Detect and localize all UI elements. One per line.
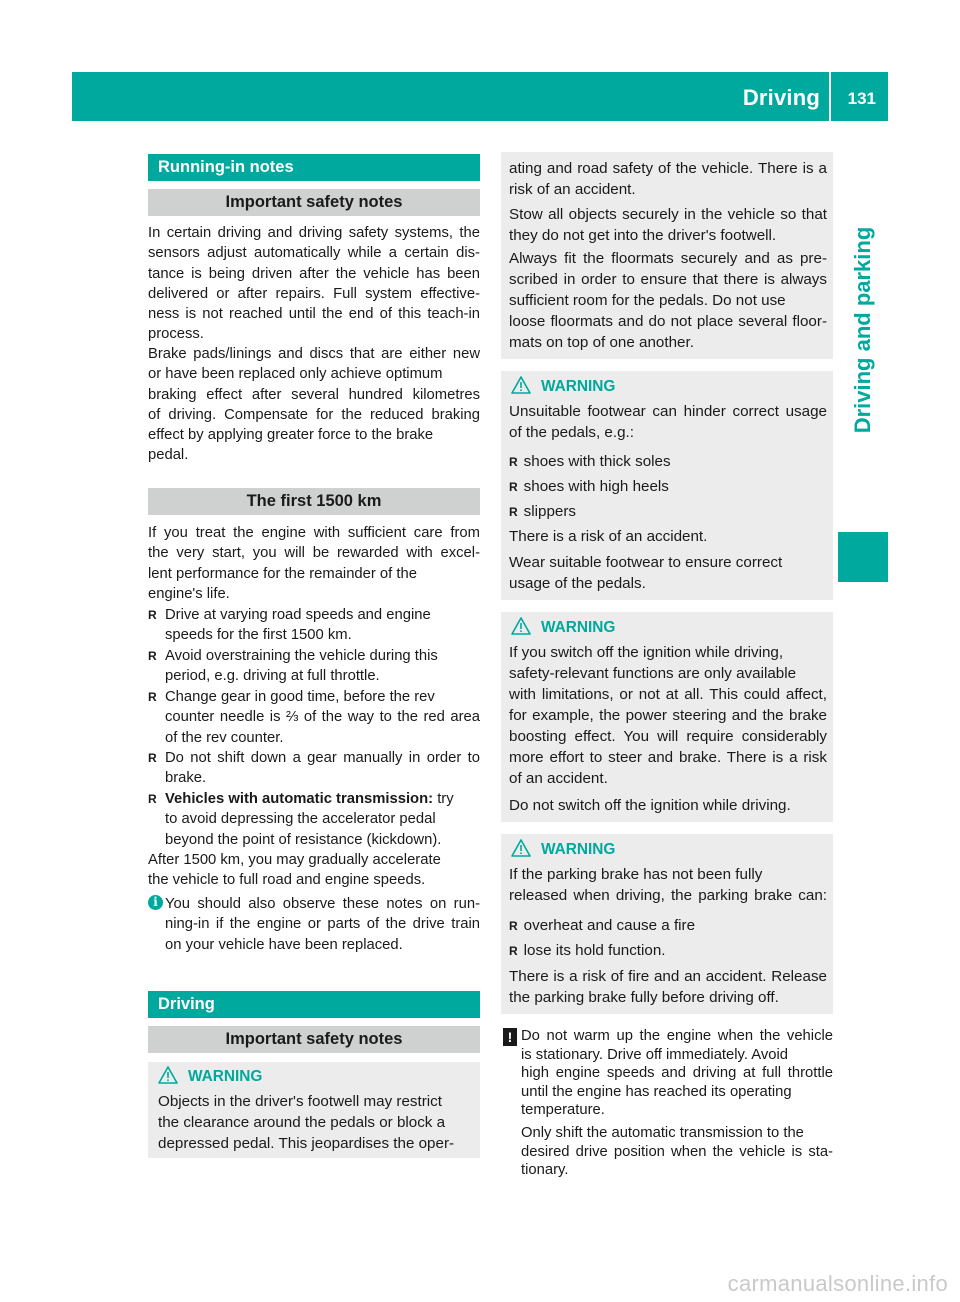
warning-box bbox=[501, 371, 833, 600]
chapter-marker bbox=[838, 532, 888, 582]
warning-box bbox=[501, 612, 833, 822]
warning-text: ating and road safety of the vehicle. There is a risk of an accident. bbox=[509, 160, 827, 198]
warning-text: Wear suitable footwear to ensure correct usage of the pedals. bbox=[509, 554, 783, 592]
warning-box-continued bbox=[501, 152, 833, 359]
warning-header: WARNING bbox=[511, 617, 615, 639]
bullet-icon: R bbox=[509, 944, 518, 958]
brake-paragraph: Brake pads/linings and discs that are either new or have been replaced only achieve optimum braking effect after several hundred kilometres of driving. Compensate for the reduced braking effect by applying greater force to the brake pedal. bbox=[148, 346, 480, 464]
running-in-heading: Running-in notes bbox=[148, 154, 480, 181]
list-item: R Avoid overstraining the vehicle during this period, e.g. driving at full throttle. bbox=[148, 648, 438, 685]
safety-paragraph: In certain driving and driving safety systems, the sensors adjust automatically while a certain dis- tance is being driven after the vehicle has been delivered or after repairs. Full system effective- ness is not reached until the end of this teach-in process. bbox=[148, 225, 480, 343]
bullet-icon: R bbox=[509, 505, 518, 519]
warning-text: If the parking brake has not been fully released when driving, the parking brake can: bbox=[509, 866, 827, 904]
list-item: R Do not shift down a gear manually in order to brake. bbox=[148, 750, 480, 787]
list-item: R shoes with thick soles bbox=[509, 453, 671, 470]
warning-header: WARNING bbox=[511, 376, 615, 398]
header-divider bbox=[829, 72, 831, 121]
warning-box bbox=[501, 834, 833, 1014]
safety-notes-heading: Important safety notes bbox=[148, 189, 480, 216]
bullet-icon: R bbox=[509, 455, 518, 469]
chapter-label: Driving and parking bbox=[850, 226, 875, 434]
attention-note-2: Only shift the automatic transmission to the desired drive position when the vehicle is sta- tionary. bbox=[521, 1125, 833, 1178]
bullet-icon: R bbox=[148, 690, 157, 704]
info-icon: i bbox=[148, 895, 163, 910]
safety-notes-heading-2: Important safety notes bbox=[148, 1026, 480, 1053]
warning-icon bbox=[511, 617, 531, 635]
chapter-side-tab bbox=[838, 140, 888, 530]
list-item: R Drive at varying road speeds and engine speeds for the first 1500 km. bbox=[148, 607, 431, 644]
warning-text: There is a risk of fire and an accident. Release the parking brake fully before driving off. bbox=[509, 968, 827, 1006]
list-item: R slippers bbox=[509, 503, 577, 520]
warning-text: Objects in the driver's footwell may restrict the clearance around the pedals or block a depressed pedal. This jeopardises the oper- bbox=[158, 1093, 455, 1152]
bullet-icon: R bbox=[148, 751, 157, 765]
first-km-paragraph: If you treat the engine with sufficient care from the very start, you will be rewarded with excel- lent performance for the remainder of the engine's life. bbox=[148, 525, 480, 602]
bullet-icon: R bbox=[509, 919, 518, 933]
warning-icon bbox=[511, 376, 531, 394]
info-note: You should also observe these notes on run- ning-in if the engine or parts of the drive train on your vehicle have been replaced. bbox=[165, 896, 480, 953]
warning-box bbox=[148, 1062, 480, 1158]
list-item: R Change gear in good time, before the rev counter needle is ⅔ of the way to the red area of the rev counter. bbox=[148, 689, 480, 746]
warning-text: Unsuitable footwear can hinder correct usage of the pedals, e.g.: bbox=[509, 403, 827, 441]
warning-text: Stow all objects securely in the vehicle so that they do not get into the driver's footwell. bbox=[509, 206, 827, 244]
attention-icon: ! bbox=[503, 1028, 517, 1046]
bullet-icon: R bbox=[148, 608, 157, 622]
after-paragraph: After 1500 km, you may gradually accelerate the vehicle to full road and engine speeds. bbox=[148, 852, 441, 889]
warning-icon bbox=[511, 839, 531, 857]
list-item: R Vehicles with automatic transmission: try to avoid depressing the accelerator pedal beyond the point of resistance (kickdown). bbox=[148, 791, 454, 848]
warning-header: WARNING bbox=[511, 839, 615, 861]
page-header bbox=[72, 72, 888, 121]
warning-text: If you switch off the ignition while driving, safety-relevant functions are only available with limitations, or not at all. This could affect, for example, the power steering and the brake boosting effect. You will require considerably more effort to steer and brake. There is a risk of an accident. bbox=[509, 644, 827, 787]
bullet-icon: R bbox=[148, 792, 157, 806]
driving-heading: Driving bbox=[148, 991, 480, 1018]
bullet-icon: R bbox=[509, 480, 518, 494]
warning-text: Do not switch off the ignition while driving. bbox=[509, 797, 791, 814]
list-item: R shoes with high heels bbox=[509, 478, 669, 495]
section-title: Driving bbox=[742, 85, 820, 110]
page-number: 131 bbox=[847, 89, 876, 108]
first-km-heading: The first 1500 km bbox=[148, 488, 480, 515]
list-item: R lose its hold function. bbox=[509, 942, 666, 959]
watermark: carmanualsonline.info bbox=[727, 1271, 948, 1296]
list-item: R overheat and cause a fire bbox=[509, 917, 696, 934]
warning-text: There is a risk of an accident. bbox=[509, 528, 708, 545]
bullet-icon: R bbox=[148, 649, 157, 663]
warning-header: WARNING bbox=[158, 1066, 262, 1088]
warning-text: Always fit the floormats securely and as pre- scribed in order to ensure that there is always sufficient room for the pedals. Do not use loose floormats and do not place several floor- mats on top of one another. bbox=[509, 250, 827, 351]
attention-note: Do not warm up the engine when the vehicle is stationary. Drive off immediately. Avoid high engine speeds and driving at full throttle until the engine has reached its operating temperature. bbox=[521, 1028, 833, 1118]
warning-icon bbox=[158, 1066, 178, 1084]
